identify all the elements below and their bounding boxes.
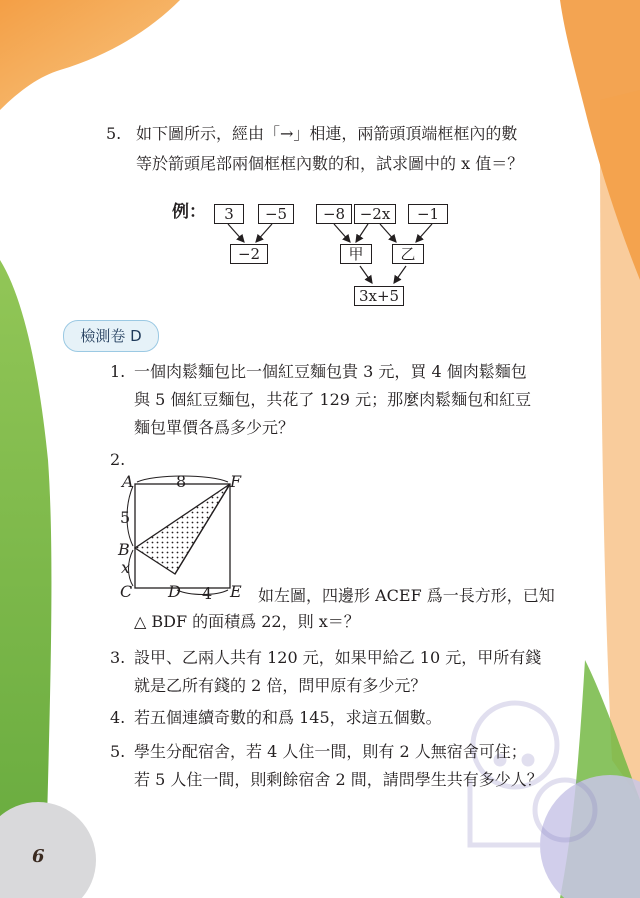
question-5-line-1: 學生分配宿舍，若 4 人住一間，則有 2 人無宿舍可住； bbox=[134, 742, 527, 761]
intro-problem-line-2: 等於箭頭尾部兩個框框內數的和，試求圖中的 x 值＝？ bbox=[136, 154, 524, 173]
question-2-line-2: △ BDF 的面積爲 22，則 x＝？ bbox=[134, 612, 360, 631]
vertex-a: A bbox=[122, 472, 134, 491]
question-1-line-2: 與 5 個紅豆麵包，共花了 129 元；那麼肉鬆麵包和紅豆 bbox=[134, 390, 532, 409]
example-box-a: 3 bbox=[214, 204, 244, 224]
main-box-neg8: −8 bbox=[316, 204, 352, 224]
question-1-line-3: 麵包單價各爲多少元？ bbox=[134, 418, 295, 437]
question-4-number: 4. bbox=[110, 708, 126, 727]
question-2-line-1: 如左圖，四邊形 ACEF 爲一長方形，已知 bbox=[258, 586, 555, 605]
example-result-box: −2 bbox=[230, 244, 268, 264]
vertex-d: D bbox=[168, 582, 181, 601]
vertex-c: C bbox=[120, 582, 133, 601]
intro-problem-line-1: 如下圖所示，經由「→」相連，兩箭頭頂端框框內的數 bbox=[136, 124, 518, 143]
question-3-line-1: 設甲、乙兩人共有 120 元，如果甲給乙 10 元，甲所有錢 bbox=[134, 648, 542, 667]
question-4-line-1: 若五個連續奇數的和爲 145，求這五個數。 bbox=[134, 708, 442, 727]
label-x: x bbox=[121, 558, 131, 577]
rectangle-figure bbox=[110, 470, 260, 603]
question-1-number: 1. bbox=[110, 362, 126, 381]
example-label: 例： bbox=[172, 202, 206, 222]
vertex-f: F bbox=[230, 472, 242, 491]
question-2-number: 2. bbox=[110, 450, 126, 469]
label-4: 4 bbox=[202, 584, 213, 603]
section-badge: 檢測卷 D bbox=[63, 320, 159, 352]
middle-box-yi: 乙 bbox=[392, 244, 424, 264]
arrow-sum-diagram bbox=[170, 196, 460, 314]
main-box-neg1: −1 bbox=[408, 204, 448, 224]
question-5-number: 5. bbox=[110, 742, 126, 761]
question-5-line-2: 若 5 人住一間，則剩餘宿舍 2 間，請問學生共有多少人？ bbox=[134, 770, 543, 789]
intro-problem-number: 5. bbox=[106, 124, 122, 143]
main-box-neg2x: −2x bbox=[354, 204, 396, 224]
label-5: 5 bbox=[120, 508, 131, 527]
question-3-line-2: 就是乙所有錢的 2 倍，問甲原有多少元？ bbox=[134, 676, 427, 695]
vertex-b: B bbox=[118, 540, 130, 559]
label-8: 8 bbox=[176, 472, 187, 491]
example-box-b: −5 bbox=[258, 204, 294, 224]
middle-box-jia: 甲 bbox=[340, 244, 372, 264]
question-1-line-1: 一個肉鬆麵包比一個紅豆麵包貴 3 元，買 4 個肉鬆麵包 bbox=[134, 362, 527, 381]
question-3-number: 3. bbox=[110, 648, 126, 667]
vertex-e: E bbox=[230, 582, 242, 601]
result-box-3x5: 3x+5 bbox=[354, 286, 404, 306]
page-number: 6 bbox=[32, 846, 45, 867]
